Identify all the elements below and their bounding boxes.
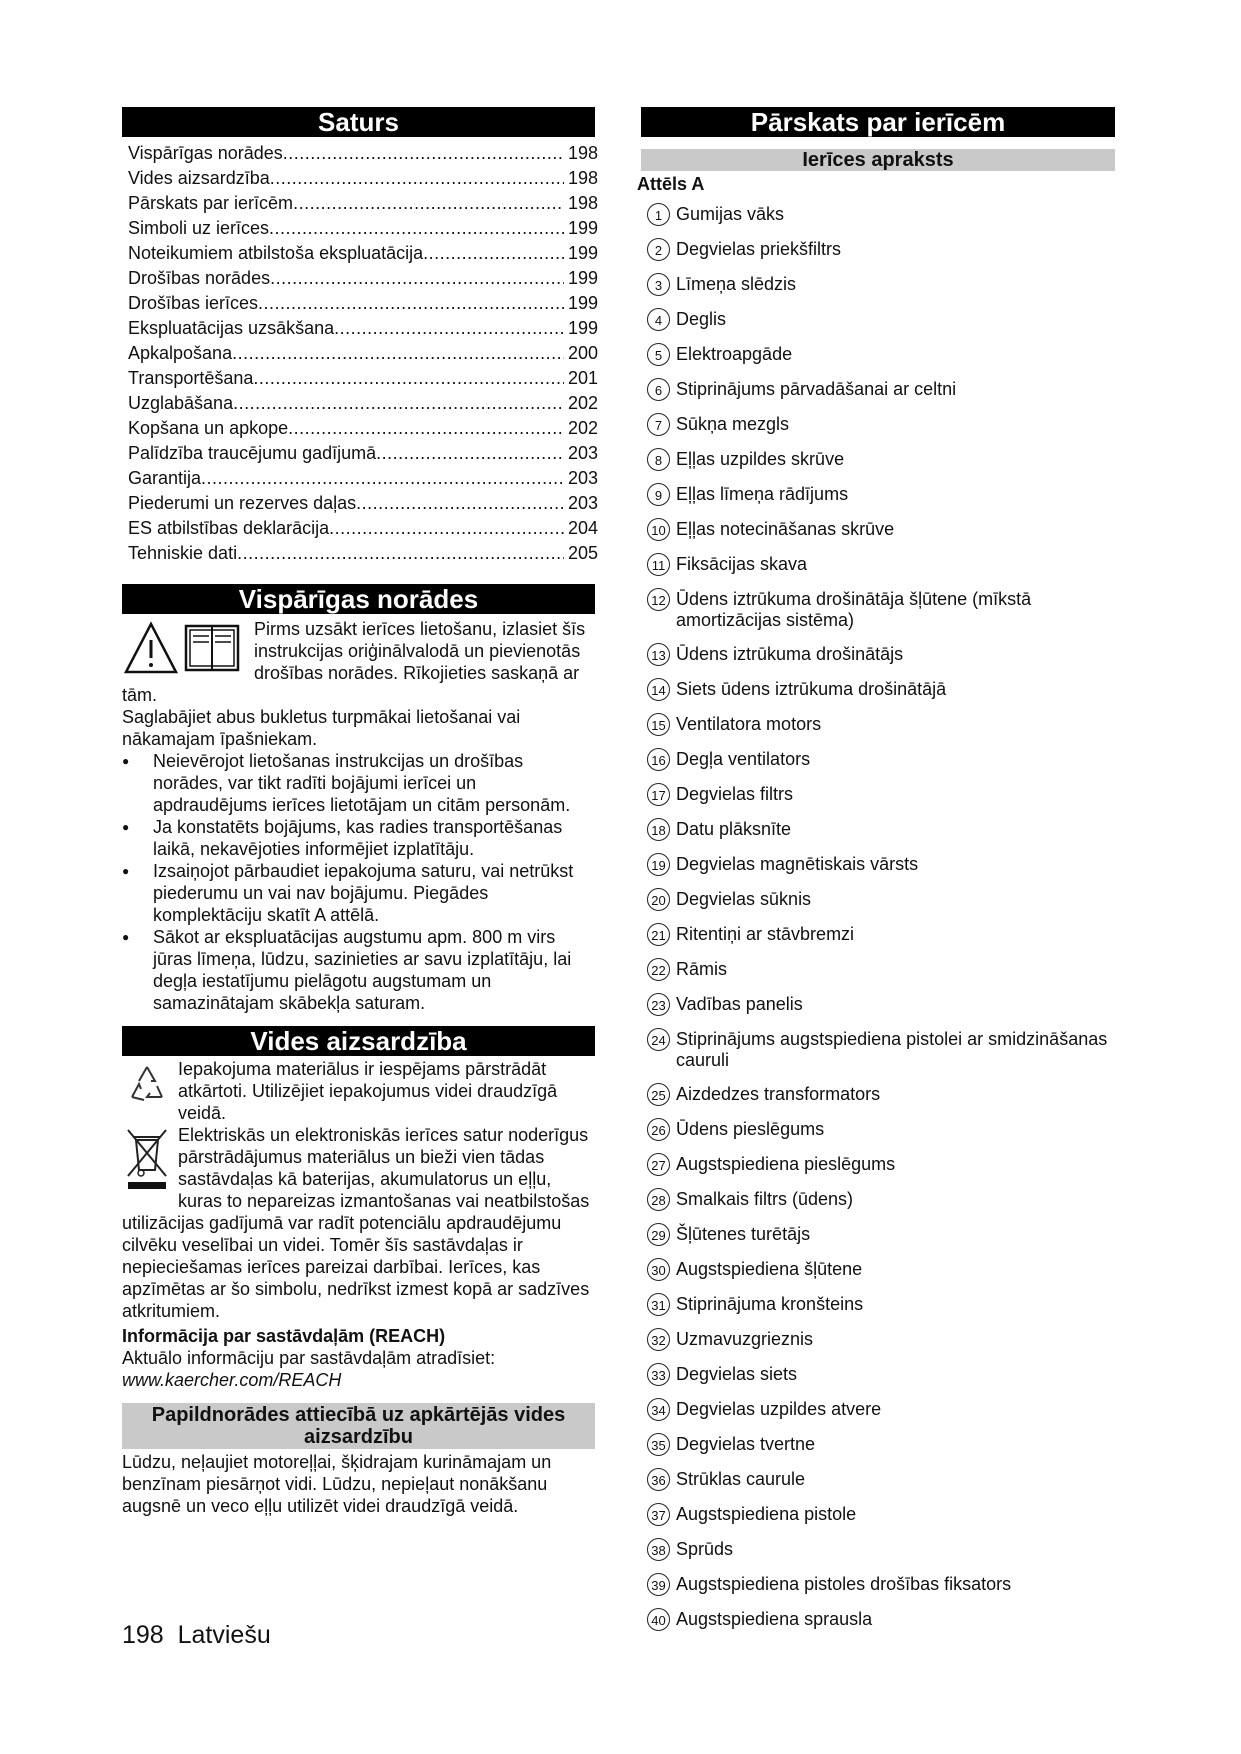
toc-entry-title: Noteikumiem atbilstoša ekspluatācija [128, 243, 424, 263]
part-label: Deglis [676, 309, 727, 329]
toc-leader-dots [270, 266, 564, 291]
toc-entry-title: Piederumi un rezerves daļas [128, 493, 357, 513]
part-number-badge: 17 [647, 783, 670, 806]
part-number-badge: 25 [647, 1083, 670, 1106]
part-label: Degvielas sūknis [676, 889, 812, 909]
part-item [647, 1468, 1115, 1491]
toc-leader-dots [237, 541, 564, 566]
part-item [647, 1363, 1115, 1386]
part-item [647, 678, 1115, 701]
part-label: Līmeņa slēdzis [676, 274, 797, 294]
part-label: Stiprinājuma kronšteins [676, 1294, 864, 1314]
env-weee-text: Elektriskās un elektroniskās ierīces satur noderīgus pārstrādājumus materiālus un bieži vien tādas sastāvdaļas kā baterijas, akumulatorus un eļļu, kuras to nepareizas izmantošanas vai neatbilstošas utilizācijas gadījumā var radīt potenciālu apdraudējumu cilvēku veselībai un videi. Tomēr šīs sastāvdaļas ir nepieciešamas ierīces pareizai darbībai. Ierīces, kas apzīmētas ar šo simbolu, nedrīkst izmest kopā ar sadzīves atkritumiem. [122, 1125, 590, 1321]
part-number-badge: 36 [647, 1468, 670, 1491]
toc-entry [128, 391, 598, 416]
reach-heading: Informācija par sastāvdaļām (REACH) [122, 1326, 446, 1346]
toc-leader-dots [334, 316, 564, 341]
part-label: Sūkņa mezgls [676, 414, 790, 434]
part-item [647, 853, 1115, 876]
warning-and-manual-icon [124, 620, 242, 676]
part-item [647, 1433, 1115, 1456]
part-number-badge: 28 [647, 1188, 670, 1211]
part-number-badge: 3 [647, 273, 670, 296]
part-number-badge: 18 [647, 818, 670, 841]
toc-entry-title: Ekspluatācijas uzsākšana [128, 318, 335, 338]
part-item [647, 413, 1115, 436]
part-label: Strūklas caurule [676, 1469, 806, 1489]
env-recycle [122, 1058, 595, 1124]
toc-entry-page: 199 [567, 293, 598, 313]
part-label: Gumijas vāks [676, 204, 785, 224]
part-number-badge: 32 [647, 1328, 670, 1351]
env-extra-heading: Papildnorādes attiecībā uz apkārtējās vides aizsardzību [122, 1403, 595, 1449]
part-item [647, 308, 1115, 331]
toc-entry-title: Tehniskie dati [128, 543, 238, 563]
toc-entry-page: 198 [567, 193, 598, 213]
toc-entry-title: Vispārīgas norādes [128, 143, 283, 163]
part-number-badge: 26 [647, 1118, 670, 1141]
toc-entry [128, 216, 598, 241]
toc-leader-dots [423, 241, 564, 266]
toc-entry-page: 199 [567, 243, 598, 263]
toc-leader-dots [283, 141, 564, 166]
part-label: Degvielas filtrs [676, 784, 794, 804]
toc-entry-page: 200 [567, 343, 598, 363]
env-extra-text: Lūdzu, neļaujiet motoreļļai, šķidrajam kurināmajam un benzīnam piesārņot vidi. Lūdzu, nepieļaut nonākšanu augsnē un veco eļļu utilizēt videi draudzīgā veidā. [122, 1452, 552, 1516]
part-number-badge: 8 [647, 448, 670, 471]
part-label: Eļļas uzpildes skrūve [676, 449, 845, 469]
recycle-icon [124, 1062, 170, 1108]
general-heading: Vispārīgas norādes [122, 584, 595, 614]
part-item [647, 1153, 1115, 1176]
part-number-badge: 34 [647, 1398, 670, 1421]
part-item [647, 1258, 1115, 1281]
page-number: 198 [122, 1621, 164, 1649]
bullet-item [122, 860, 595, 926]
toc-entry [128, 441, 598, 466]
toc-entry [128, 466, 598, 491]
part-label: Šļūtenes turētājs [676, 1224, 811, 1244]
part-item [647, 923, 1115, 946]
part-label: Vadības panelis [676, 994, 803, 1014]
part-number-badge: 27 [647, 1153, 670, 1176]
toc-leader-dots [356, 491, 564, 516]
part-label: Degvielas siets [676, 1364, 798, 1384]
part-item [647, 713, 1115, 736]
part-number-badge: 13 [647, 643, 670, 666]
bullet-text: Neievērojot lietošanas instrukcijas un drošības norādes, var tikt radīti bojājumi ierīcei un apdraudējums ierīces lietotājam un citām personām. [153, 751, 571, 815]
toc-entry [128, 291, 598, 316]
toc-entry-title: Pārskats par ierīcēm [128, 193, 294, 213]
toc-entry [128, 516, 598, 541]
bullet-text: Sākot ar ekspluatācijas augstumu apm. 800 m virs jūras līmeņa, lūdzu, sazinieties ar savu izplatītāju, lai degļa iestatījumu pielāgotu augstumam un samazinātajam skābekļa saturam. [153, 927, 572, 1013]
toc-entry-page: 199 [567, 268, 598, 288]
part-number-badge: 20 [647, 888, 670, 911]
toc-entry-title: Palīdzība traucējumu gadījumā [128, 443, 377, 463]
part-item [647, 553, 1115, 576]
part-item [647, 1328, 1115, 1351]
part-label: Ūdens iztrūkuma drošinātājs [676, 644, 904, 664]
part-number-badge: 16 [647, 748, 670, 771]
toc-leader-dots [258, 291, 564, 316]
bullet-item [122, 926, 595, 1014]
part-item [647, 1503, 1115, 1526]
toc-entry [128, 191, 598, 216]
part-label: Aizdedzes transformators [676, 1084, 881, 1104]
table-of-contents [128, 141, 598, 566]
part-label: Augstspiediena sprausla [676, 1609, 873, 1629]
toc-entry [128, 141, 598, 166]
toc-entry [128, 341, 598, 366]
part-number-badge: 12 [647, 588, 670, 611]
toc-entry-title: Uzglabāšana [128, 393, 234, 413]
toc-entry-page: 203 [567, 468, 598, 488]
toc-entry-page: 199 [567, 318, 598, 338]
bullet-icon: ● [122, 754, 130, 768]
toc-entry-title: ES atbilstības deklarācija [128, 518, 330, 538]
part-item [647, 888, 1115, 911]
toc-entry [128, 266, 598, 291]
toc-entry [128, 491, 598, 516]
general-bullets [122, 750, 595, 1014]
toc-leader-dots [293, 191, 564, 216]
part-number-badge: 4 [647, 308, 670, 331]
part-number-badge: 14 [647, 678, 670, 701]
part-number-badge: 15 [647, 713, 670, 736]
part-label: Elektroapgāde [676, 344, 793, 364]
toc-entry [128, 541, 598, 566]
part-number-badge: 11 [647, 553, 670, 576]
toc-entry-page: 199 [567, 218, 598, 238]
toc-entry [128, 366, 598, 391]
part-label: Degvielas magnētiskais vārsts [676, 854, 919, 874]
part-item [647, 1538, 1115, 1561]
toc-leader-dots [376, 441, 564, 466]
toc-entry [128, 316, 598, 341]
toc-entry-title: Drošības norādes [128, 268, 271, 288]
part-item [647, 378, 1115, 401]
reach-url: www.kaercher.com/REACH [122, 1370, 342, 1390]
part-number-badge: 22 [647, 958, 670, 981]
part-item [647, 1083, 1115, 1106]
part-item [647, 783, 1115, 806]
part-label: Uzmavuzgrieznis [676, 1329, 814, 1349]
part-label: Degvielas priekšfiltrs [676, 239, 842, 259]
general-keep-text: Saglabājiet abus bukletus turpmākai lietošanai vai nākamajam īpašniekam. [122, 707, 521, 749]
bullet-item [122, 816, 595, 860]
part-number-badge: 29 [647, 1223, 670, 1246]
figure-label: Attēls A [637, 174, 705, 194]
toc-entry-page: 204 [567, 518, 598, 538]
part-number-badge: 21 [647, 923, 670, 946]
toc-entry-title: Apkalpošana [128, 343, 233, 363]
part-number-badge: 37 [647, 1503, 670, 1526]
part-label: Datu plāksnīte [676, 819, 792, 839]
part-number-badge: 1 [647, 203, 670, 226]
part-label: Eļļas līmeņa rādījums [676, 484, 849, 504]
env-weee [122, 1124, 595, 1322]
part-item [647, 1188, 1115, 1211]
toc-heading: Saturs [122, 107, 595, 137]
reach-text: Aktuālo informāciju par sastāvdaļām atradīsiet: [122, 1348, 496, 1368]
toc-entry-title: Transportēšana [128, 368, 254, 388]
page-footer [122, 1621, 271, 1650]
part-item [647, 588, 1115, 631]
toc-entry-page: 202 [567, 393, 598, 413]
part-number-badge: 9 [647, 483, 670, 506]
part-item [647, 343, 1115, 366]
left-column [122, 107, 598, 1517]
part-item [647, 1118, 1115, 1141]
toc-leader-dots [253, 366, 564, 391]
part-label: Stiprinājums pārvadāšanai ar celtni [676, 379, 957, 399]
part-item [647, 238, 1115, 261]
part-number-badge: 33 [647, 1363, 670, 1386]
general-intro [122, 618, 595, 706]
part-label: Degvielas uzpildes atvere [676, 1399, 882, 1419]
toc-leader-dots [201, 466, 564, 491]
part-number-badge: 6 [647, 378, 670, 401]
toc-entry-page: 198 [567, 143, 598, 163]
env-heading: Vides aizsardzība [122, 1026, 595, 1056]
part-number-badge: 35 [647, 1433, 670, 1456]
toc-entry-page: 198 [567, 168, 598, 188]
part-item [647, 643, 1115, 666]
part-label: Augstspiediena šļūtene [676, 1259, 863, 1279]
crossed-bin-icon [124, 1126, 170, 1192]
part-number-badge: 40 [647, 1608, 670, 1631]
part-number-badge: 24 [647, 1028, 670, 1051]
part-label: Ritentiņi ar stāvbremzi [676, 924, 855, 944]
overview-heading: Pārskats par ierīcēm [641, 107, 1115, 137]
part-item [647, 1573, 1115, 1596]
part-label: Smalkais filtrs (ūdens) [676, 1189, 854, 1209]
part-label: Augstspiediena pistoles drošības fiksators [676, 1574, 1012, 1594]
part-item [647, 993, 1115, 1016]
part-item [647, 748, 1115, 771]
part-number-badge: 30 [647, 1258, 670, 1281]
part-item [647, 1028, 1115, 1071]
part-number-badge: 5 [647, 343, 670, 366]
part-label: Stiprinājums augstspiediena pistolei ar smidzināšanas cauruli [676, 1029, 1108, 1070]
part-number-badge: 10 [647, 518, 670, 541]
part-label: Ūdens pieslēgums [676, 1119, 825, 1139]
part-label: Fiksācijas skava [676, 554, 808, 574]
env-recycle-text: Iepakojuma materiālus ir iespējams pārstrādāt atkārtoti. Utilizējiet iepakojumus videi draudzīgā veidā. [178, 1059, 558, 1123]
toc-entry-page: 203 [567, 443, 598, 463]
part-label: Eļļas notecināšanas skrūve [676, 519, 895, 539]
part-item [647, 1293, 1115, 1316]
toc-leader-dots [329, 516, 564, 541]
part-item [647, 203, 1115, 226]
part-number-badge: 19 [647, 853, 670, 876]
toc-entry-page: 201 [567, 368, 598, 388]
part-label: Rāmis [676, 959, 728, 979]
overview-subheading: Ierīces apraksts [641, 149, 1115, 171]
general-intro-text: Pirms uzsākt ierīces lietošanu, izlasiet šīs instrukcijas oriģinālvalodā un pievienotās drošības norādes. Rīkojieties saskaņā ar tām. [122, 619, 586, 705]
toc-leader-dots [233, 391, 564, 416]
toc-entry-title: Garantija [128, 468, 202, 488]
toc-entry-page: 203 [567, 493, 598, 513]
toc-entry-title: Kopšana un apkope [128, 418, 289, 438]
toc-entry-title: Vides aizsardzība [128, 168, 270, 188]
part-item [647, 273, 1115, 296]
part-item [647, 1398, 1115, 1421]
parts-list [647, 203, 1115, 1631]
part-label: Augstspiediena pistole [676, 1504, 857, 1524]
part-item [647, 1608, 1115, 1631]
toc-entry [128, 166, 598, 191]
toc-leader-dots [288, 416, 564, 441]
bullet-text: Izsaiņojot pārbaudiet iepakojuma saturu, vai netrūkst piederumu un vai nav bojājumu. Piegādes komplektāciju skatīt A attēlā. [153, 861, 574, 925]
bullet-icon: ● [122, 820, 130, 834]
part-item [647, 1223, 1115, 1246]
part-number-badge: 38 [647, 1538, 670, 1561]
part-label: Degļa ventilators [676, 749, 811, 769]
part-number-badge: 2 [647, 238, 670, 261]
part-label: Augstspiediena pieslēgums [676, 1154, 896, 1174]
part-label: Ūdens iztrūkuma drošinātāja šļūtene (mīkstā amortizācijas sistēma) [676, 589, 1032, 630]
bullet-text: Ja konstatēts bojājums, kas radies transportēšanas laikā, nekavējoties informējiet izplatītāju. [153, 817, 563, 859]
part-number-badge: 7 [647, 413, 670, 436]
toc-entry-page: 202 [567, 418, 598, 438]
part-label: Degvielas tvertne [676, 1434, 816, 1454]
part-label: Siets ūdens iztrūkuma drošinātājā [676, 679, 947, 699]
bullet-item [122, 750, 595, 816]
right-column [637, 107, 1115, 1643]
part-item [647, 958, 1115, 981]
toc-entry-page: 205 [567, 543, 598, 563]
footer-language: Latviešu [177, 1621, 271, 1649]
toc-leader-dots [270, 166, 564, 191]
toc-entry [128, 416, 598, 441]
part-item [647, 818, 1115, 841]
toc-entry-title: Simboli uz ierīces [128, 218, 270, 238]
part-number-badge: 31 [647, 1293, 670, 1316]
bullet-icon: ● [122, 864, 130, 878]
part-number-badge: 23 [647, 993, 670, 1016]
toc-leader-dots [269, 216, 564, 241]
toc-entry-title: Drošības ierīces [128, 293, 259, 313]
part-number-badge: 39 [647, 1573, 670, 1596]
part-item [647, 518, 1115, 541]
toc-entry [128, 241, 598, 266]
part-label: Ventilatora motors [676, 714, 822, 734]
bullet-icon: ● [122, 930, 130, 944]
toc-leader-dots [232, 341, 564, 366]
part-item [647, 448, 1115, 471]
part-item [647, 483, 1115, 506]
part-label: Sprūds [676, 1539, 734, 1559]
